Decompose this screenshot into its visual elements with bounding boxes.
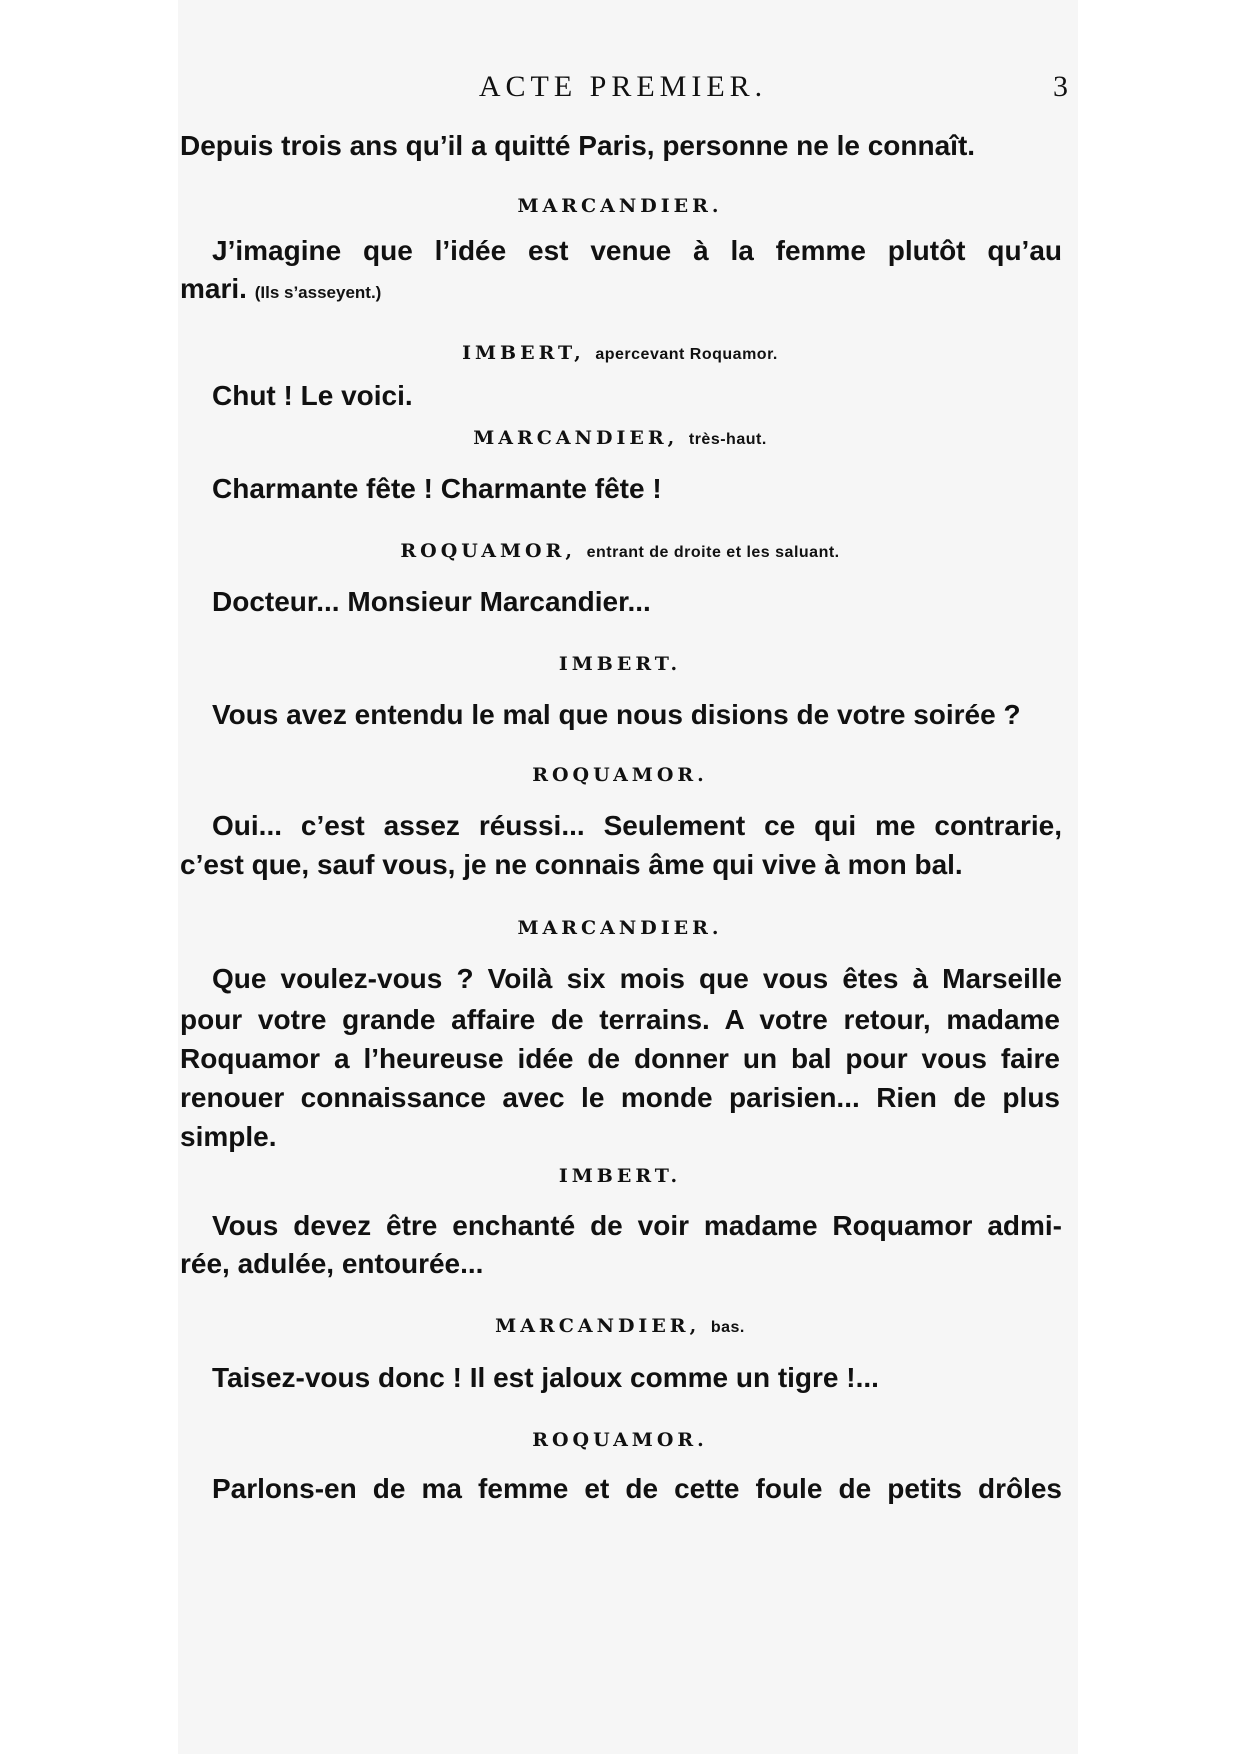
text-line: Oui... c’est assez réussi... Seulement ce qui me contrarie, — [212, 810, 1062, 841]
text-line: Depuis trois ans qu’il a quitté Paris, personne ne le connaît. — [180, 130, 976, 161]
speaker-name: MARCANDIER. — [517, 917, 723, 939]
stage-direction: bas. — [710, 1319, 745, 1336]
text-line: Parlons-en de ma femme et de cette foule de petits drôles — [212, 1473, 1062, 1504]
text-line: Que voulez-vous ? Voilà six mois que vous êtes à Marseille — [212, 963, 1062, 994]
speaker-name: MARCANDIER, — [473, 427, 679, 449]
speaker-name: ROQUAMOR, — [400, 540, 576, 562]
page-header — [178, 70, 1068, 110]
text-line: J’imagine que l’idée est venue à la femme plutôt qu’au — [212, 235, 1062, 266]
stage-direction: apercevant Roquamor. — [595, 346, 778, 363]
speaker-name: ROQUAMOR. — [532, 764, 708, 786]
text-fragment: mari. — [180, 273, 247, 304]
text-line: Taisez-vous donc ! Il est jaloux comme un tigre !... — [212, 1362, 879, 1393]
speaker-heading — [180, 340, 1060, 368]
stage-direction: entrant de droite et les saluant. — [586, 544, 840, 561]
page-number: 3 — [1053, 70, 1068, 103]
speaker-heading — [180, 425, 1060, 453]
text-line: Vous devez être enchanté de voir madame Roquamor admi- — [212, 1210, 1062, 1241]
text-line: Charmante fête ! Charmante fête ! — [212, 473, 662, 504]
speaker-name: ROQUAMOR. — [532, 1429, 708, 1451]
text-line: Roquamor a l’heureuse idée de donner un bal pour vous faire — [180, 1043, 1060, 1074]
text-line: renouer connaissance avec le monde parisien... Rien de plus — [180, 1082, 1060, 1113]
speaker-name: IMBERT. — [558, 653, 682, 675]
speaker-name: MARCANDIER, — [495, 1315, 701, 1337]
text-line: pour votre grande affaire de terrains. A votre retour, madame — [180, 1004, 1060, 1035]
text-line: Chut ! Le voici. — [212, 380, 413, 411]
text-line: Vous avez entendu le mal que nous disions de votre soirée ? — [212, 699, 1021, 730]
text-line: c’est que, sauf vous, je ne connais âme qui vive à mon bal. — [180, 849, 963, 880]
text-line: simple. — [180, 1121, 277, 1152]
text-line: rée, adulée, entourée... — [180, 1248, 484, 1279]
stage-direction: très-haut. — [688, 431, 767, 448]
text-line — [180, 271, 1060, 311]
speaker-name: IMBERT, — [462, 342, 585, 364]
running-title: ACTE PREMIER. — [478, 70, 768, 103]
speaker-name: IMBERT. — [558, 1165, 682, 1187]
speaker-heading — [180, 538, 1060, 566]
speaker-name: MARCANDIER. — [517, 195, 723, 217]
text-line: Docteur... Monsieur Marcandier... — [212, 586, 651, 617]
speaker-heading — [180, 1313, 1060, 1341]
stage-direction: (Ils s’asseyent.) — [254, 283, 382, 302]
